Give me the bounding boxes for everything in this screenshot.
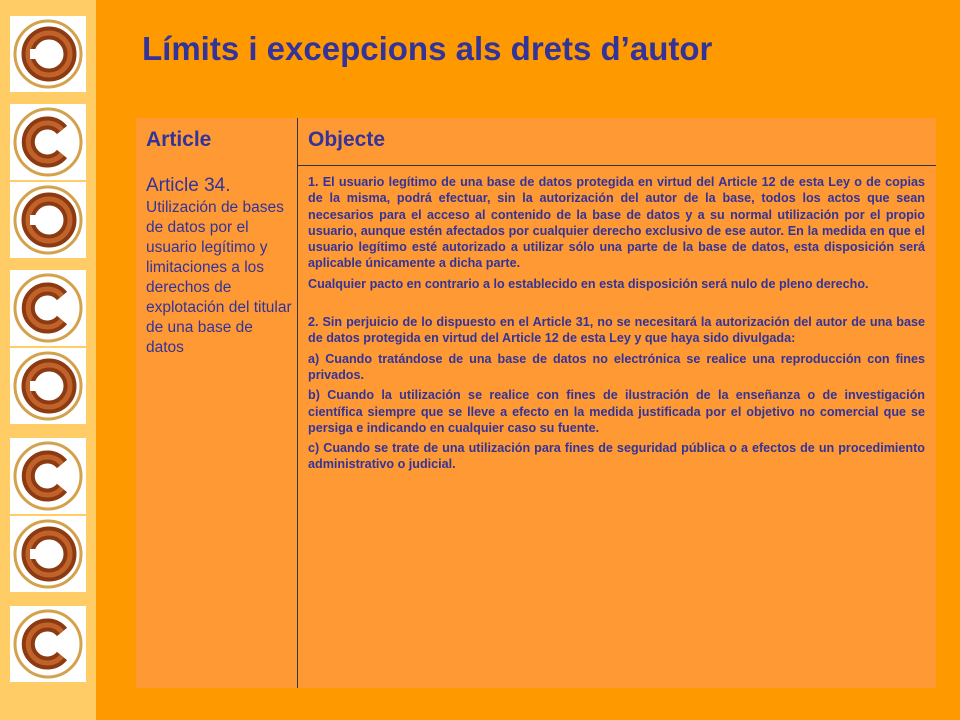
paragraph-4: a) Cuando tratándose de una base de datos no electrónica se realice una reproducción con fines privados. [308, 351, 925, 382]
ring-logo-icon [10, 348, 86, 424]
column-header-object: Objecte [308, 128, 386, 151]
ring-logo-icon [10, 516, 86, 592]
object-cell [308, 174, 925, 477]
sidebar [0, 0, 96, 720]
c-logo-icon [10, 270, 86, 346]
paragraph-1: 1. El usuario legítimo de una base de datos protegida en virtud del Article 12 de esta Ley o de copias de la misma, podrá efectuar, sin la autorización del autor de la base, todos los actos que sean necesarios para el acceso al contenido de la base de datos y a su normal utilización por el propio usuario, aunque estén afectados por cualquier derecho exclusivo de ese autor. En la medida en que el usuario legítimo esté autorizado a utilizar sólo una parte de la base de datos, esta disposición será aplicable únicamente a dicha parte. [308, 175, 925, 271]
article-number: Article 34. [146, 175, 231, 196]
c-logo-icon [10, 438, 86, 514]
c-logo-icon [10, 606, 86, 682]
article-title: Utilización de bases de datos por el usuario legítimo y limitaciones a los derechos de explotación del titular de una base de datos [146, 199, 292, 356]
slide-title: Límits i excepcions als drets d’autor [142, 30, 713, 67]
paragraph-5: b) Cuando la utilización se realice con fines de ilustración de la enseñanza o de investigación científica siempre que se lleve a efecto en la medida justificada por el objetivo no comercial que se persiga e indicando en cualquier caso su fuente. [308, 388, 925, 435]
c-logo-icon [10, 104, 86, 180]
article-cell [146, 174, 294, 358]
paragraph-3: 2. Sin perjuicio de lo dispuesto en el Article 31, no se necesitará la autorización del autor de una base de datos protegida en virtud del Article 12 de esta Ley y que haya sido divulgada: [308, 315, 925, 346]
paragraph-6: c) Cuando se trate de una utilización para fines de seguridad pública o a efectos de un procedimiento administrativo o judicial. [308, 441, 925, 472]
content-table [136, 118, 936, 688]
ring-logo-icon [10, 16, 86, 92]
ring-logo-icon [10, 182, 86, 258]
paragraph-2: Cualquier pacto en contrario a lo establecido en esta disposición será nulo de pleno derecho. [308, 276, 869, 291]
column-header-article: Article [146, 128, 212, 151]
header-divider [297, 165, 936, 166]
column-divider [297, 118, 298, 688]
